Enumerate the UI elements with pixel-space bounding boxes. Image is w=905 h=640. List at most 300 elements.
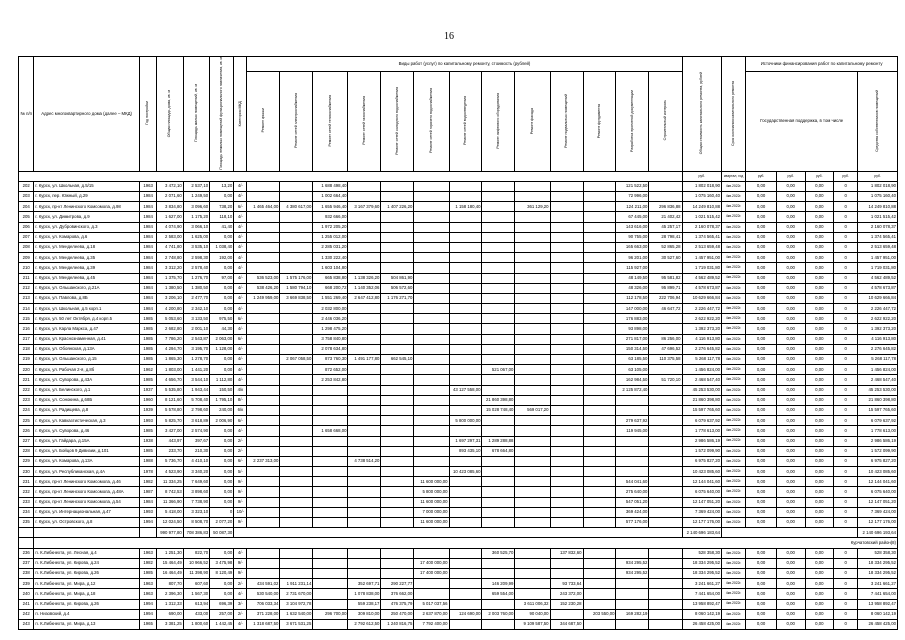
row-number: 234 (19, 507, 34, 517)
row-work-cost: 1 465 464,00 (247, 202, 280, 212)
row-local: 0 (834, 579, 858, 589)
row-deadline: 4кв.2022г. (722, 293, 746, 303)
row-work-cost (247, 232, 280, 242)
row-owners: 1 075 160,40 (858, 192, 898, 202)
row-work-cost (381, 395, 414, 405)
table-row (19, 202, 898, 212)
row-total-cost: 2 622 922,20 (682, 314, 722, 324)
row-fund: 0,00 (776, 558, 805, 568)
row-category: 4/- (234, 181, 247, 191)
row-regional: 0,00 (805, 507, 834, 517)
table-row (19, 589, 898, 599)
row-work-cost (348, 405, 381, 415)
row-work-cost (482, 487, 515, 497)
row-year: 1984 (139, 497, 157, 507)
row-category: 2/- (234, 436, 247, 446)
row-regional: 0,00 (805, 202, 834, 212)
row-work-cost (247, 212, 280, 222)
row-work-cost: 1 972 205,20 (313, 222, 348, 232)
row-local: 0 (834, 181, 858, 191)
header-nonliving-area: Площадь нежилых помещений функционального назначения, кв. м (210, 57, 234, 172)
row-work-cost (583, 426, 616, 436)
row-work-cost (414, 436, 449, 446)
row-number: 209 (19, 253, 34, 263)
row-work-cost (449, 212, 482, 222)
row-work-cost (515, 293, 550, 303)
row-state-support: 0,00 (746, 436, 777, 446)
row-living-area: 11 398,90 (183, 568, 209, 578)
row-total-cost: 4 562 489,52 (682, 273, 722, 283)
row-address: г. Курск, пер. Южный, д.29 (34, 192, 139, 202)
row-work-cost (414, 192, 449, 202)
row-deadline: 4кв.2022г. (722, 487, 746, 497)
row-regional: 0,00 (805, 609, 834, 619)
row-work-cost: 2 731 670,00 (280, 589, 313, 599)
row-address: г. Курск, ул. Кавказтистическая, д.3 (34, 416, 139, 426)
row-year: 1993 (139, 416, 157, 426)
row-total-cost: 12 144 041,60 (682, 477, 722, 487)
row-total-area: 1 803,00 (157, 365, 183, 375)
row-address: г. Курск, ул. Павлова, д.8Б (34, 293, 139, 303)
row-work-cost (414, 579, 449, 589)
row-total-area: 443,97 (157, 436, 183, 446)
row-work-cost (247, 253, 280, 263)
row-work-cost (616, 436, 649, 446)
row-number: 229 (19, 456, 34, 466)
row-work-cost: 63 185,50 (616, 355, 649, 365)
row-total-area: 1 312,33 (157, 599, 183, 609)
row-deadline: 4кв.2022г. (722, 202, 746, 212)
row-total-area: 3 381,25 (157, 619, 183, 629)
row-fund: 0,00 (776, 487, 805, 497)
row-work-cost (247, 324, 280, 334)
row-work-cost: 2 003 760,00 (482, 609, 515, 619)
row-work-cost (482, 344, 515, 354)
row-work-cost: 530 540,00 (247, 589, 280, 599)
row-work-cost: 52 865,28 (649, 242, 682, 252)
row-fund: 0,00 (776, 518, 805, 528)
row-living-area: 3 066,10 (183, 222, 209, 232)
row-work-cost (550, 222, 583, 232)
row-number: 225 (19, 416, 34, 426)
row-work-cost (381, 405, 414, 415)
table-row (19, 365, 898, 375)
row-work-cost (616, 599, 649, 609)
row-work-cost (414, 181, 449, 191)
row-work-cost: 48 326,00 (616, 283, 649, 293)
row-work-cost (583, 355, 616, 365)
table-row (19, 395, 898, 405)
row-address: г. Курск, ул. Ольшанского, д.15 (34, 355, 139, 365)
row-state-support: 0,00 (746, 344, 777, 354)
row-owners: 10 423 085,60 (858, 467, 898, 477)
row-work-cost (414, 385, 449, 395)
row-work-cost (348, 477, 381, 487)
row-nonliving-area: 0,00 (210, 192, 234, 202)
row-fund: 0,00 (776, 568, 805, 578)
table-row (19, 609, 898, 619)
row-total-area: 11 334,25 (157, 477, 183, 487)
row-deadline: 4кв.2022г. (722, 416, 746, 426)
row-nonliving-area: 0,00 (210, 548, 234, 558)
row-work-cost: 1 078 838,00 (348, 589, 381, 599)
row-address: г. Курск, ул. Менделеева, д.18 (34, 242, 139, 252)
row-total-area: 4 523,90 (157, 467, 183, 477)
row-living-area: 10 966,52 (183, 558, 209, 568)
row-work-cost (583, 456, 616, 466)
row-living-area: 7 649,60 (183, 477, 209, 487)
row-owners: 1 392 373,20 (858, 324, 898, 334)
row-year: 1985 (139, 426, 157, 436)
row-deadline: 4кв.2022г. (722, 365, 746, 375)
row-total-cost: 1 457 951,00 (682, 253, 722, 263)
row-total-cost: 1 572 099,90 (682, 446, 722, 456)
row-regional: 0,00 (805, 273, 834, 283)
header-works-group: Виды работ (услуг) по капитальному ремонту, стоимость (рублей) (247, 57, 682, 72)
row-state-support: 0,00 (746, 507, 777, 517)
row-work-cost (515, 263, 550, 273)
row-work-cost (550, 487, 583, 497)
row-year: 1984 (139, 232, 157, 242)
row-work-cost (482, 426, 515, 436)
row-total-cost: 5 268 117,78 (682, 355, 722, 365)
row-owners: 5 268 117,78 (858, 355, 898, 365)
row-year: 1963 (139, 548, 157, 558)
row-total-area: 2 583,00 (157, 232, 183, 242)
row-state-support: 0,00 (746, 314, 777, 324)
row-local: 0 (834, 609, 858, 619)
row-work-cost: 203 550,00 (583, 609, 616, 619)
row-work-cost (616, 456, 649, 466)
header-work-basement: Ремонт подвальных помещений (550, 71, 583, 171)
row-work-cost: 279 637,92 (616, 416, 649, 426)
row-work-cost (313, 619, 348, 629)
row-work-cost (583, 395, 616, 405)
row-work-cost (414, 456, 449, 466)
row-fund: 0,00 (776, 355, 805, 365)
header-living-area: Площадь жилых помещений, кв. м (183, 57, 209, 172)
row-category: 4/- (234, 426, 247, 436)
row-work-cost (280, 304, 313, 314)
row-work-cost (247, 181, 280, 191)
row-work-cost: 678 664,80 (482, 446, 515, 456)
row-fund: 0,00 (776, 222, 805, 232)
row-work-cost (550, 242, 583, 252)
row-work-cost (381, 344, 414, 354)
row-deadline: 4кв.2022г. (722, 283, 746, 293)
row-living-area: 7 738,90 (183, 497, 209, 507)
row-work-cost (515, 283, 550, 293)
row-work-cost (482, 467, 515, 477)
row-work-cost (247, 416, 280, 426)
row-total-cost: 2 276 645,82 (682, 344, 722, 354)
row-work-cost (414, 405, 449, 415)
row-category: 9/- (234, 568, 247, 578)
row-work-cost (649, 467, 682, 477)
row-work-cost: 668 200,72 (313, 283, 348, 293)
row-work-cost: 1 002 664,40 (313, 192, 348, 202)
row-category: 9/- (234, 518, 247, 528)
row-work-cost: 169 282,19 (616, 609, 649, 619)
row-work-cost: 361 129,20 (515, 202, 550, 212)
row-work-cost: 1 551 269,40 (313, 293, 348, 303)
row-number: 217 (19, 334, 34, 344)
row-regional: 0,00 (805, 446, 834, 456)
table-row (19, 283, 898, 293)
row-work-cost: 536 523,00 (247, 273, 280, 283)
row-fund: 0,00 (776, 192, 805, 202)
row-living-area: 1 800,60 (183, 619, 209, 629)
row-work-cost (649, 609, 682, 619)
row-work-cost (414, 589, 449, 599)
row-work-cost (583, 589, 616, 599)
row-number: 214 (19, 304, 34, 314)
row-nonliving-area: 44,30 (210, 324, 234, 334)
row-owners: 528 358,30 (858, 548, 898, 558)
row-work-cost: 96 201,00 (616, 253, 649, 263)
row-work-cost (583, 202, 616, 212)
row-work-cost (515, 426, 550, 436)
row-owners: 1 374 565,41 (858, 232, 898, 242)
row-deadline: 4кв.2022г. (722, 518, 746, 528)
row-deadline: 4кв.2022г. (722, 467, 746, 477)
row-total-cost: 12 177 176,00 (682, 518, 722, 528)
row-address: г. Курск, ул. Комарова, д.13А (34, 456, 139, 466)
row-regional: 0,00 (805, 477, 834, 487)
row-living-area: 1 567,30 (183, 589, 209, 599)
row-year: 1985 (139, 568, 157, 578)
row-number: 236 (19, 548, 34, 558)
row-total-cost: 14 249 810,88 (682, 202, 722, 212)
row-deadline: 4кв.2022г. (722, 344, 746, 354)
row-address: п. К.Либкнехта, ул. Мира, д.13 (34, 619, 139, 629)
row-total-cost: 7 369 424,00 (682, 507, 722, 517)
row-work-cost (482, 222, 515, 232)
row-local: 0 (834, 192, 858, 202)
row-work-cost (616, 467, 649, 477)
row-local: 0 (834, 548, 858, 558)
row-work-cost (515, 456, 550, 466)
row-work-cost: 476 375,79 (381, 599, 414, 609)
row-work-cost (449, 487, 482, 497)
row-work-cost: 1 176 271,70 (381, 293, 414, 303)
row-nonliving-area: 0,00 (210, 436, 234, 446)
row-total-area: 690,00 (157, 609, 183, 619)
row-year: 1985 (139, 375, 157, 385)
table-row (19, 456, 898, 466)
row-work-cost: 434 591,02 (247, 579, 280, 589)
row-work-cost (449, 242, 482, 252)
row-regional: 0,00 (805, 232, 834, 242)
row-address: г. Курск, ул. Школьная, д.5/15 (34, 181, 139, 191)
subtotal-blank (19, 528, 34, 538)
row-local: 0 (834, 446, 858, 456)
subtotal-living-area: 708 386,83 (183, 528, 209, 538)
row-work-cost (381, 365, 414, 375)
row-work-cost: 1 575 176,00 (280, 273, 313, 283)
row-fund: 0,00 (776, 385, 805, 395)
row-work-cost: 1 255 012,00 (313, 232, 348, 242)
table-row (19, 467, 898, 477)
row-work-cost (247, 242, 280, 252)
row-state-support: 0,00 (746, 212, 777, 222)
row-owners: 2 622 922,20 (858, 314, 898, 324)
subtotal-total-cost: 2 140 696 183,64 (682, 528, 722, 538)
row-work-cost (649, 436, 682, 446)
unit-money: руб. (682, 171, 722, 181)
row-state-support: 0,00 (746, 467, 777, 477)
row-work-cost (381, 385, 414, 395)
row-total-cost: 26 458 425,00 (682, 619, 722, 629)
row-work-cost: 48 149,50 (616, 273, 649, 283)
row-work-cost: 43 127 558,00 (449, 385, 482, 395)
row-nonliving-area: 738,20 (210, 202, 234, 212)
row-work-cost: 893 435,10 (449, 446, 482, 456)
row-address: г. Курск, пр-кт Ленинского Комсомола, д.48А (34, 487, 139, 497)
row-work-cost (348, 242, 381, 252)
row-address: п. К.Либкнехта, ул. Кирова, д.26 (34, 599, 139, 609)
row-deadline: 4кв.2022г. (722, 375, 746, 385)
row-deadline: 4кв.2022г. (722, 263, 746, 273)
table-row (19, 385, 898, 395)
row-living-area: 5 708,40 (183, 395, 209, 405)
table-row (19, 192, 898, 202)
row-total-cost: 12 147 051,20 (682, 497, 722, 507)
row-work-cost (449, 293, 482, 303)
row-address: г. Курск, ул. Интернациональная, д.47 (34, 507, 139, 517)
row-living-area: 1 380,50 (183, 283, 209, 293)
row-work-cost (313, 599, 348, 609)
row-local: 0 (834, 497, 858, 507)
row-work-cost: 15 028 748,40 (482, 405, 515, 415)
row-local: 0 (834, 324, 858, 334)
row-fund: 0,00 (776, 395, 805, 405)
row-number: 218 (19, 344, 34, 354)
row-work-cost (550, 568, 583, 578)
row-work-cost: 165 663,00 (616, 242, 649, 252)
row-work-cost (515, 222, 550, 232)
unit-quarter: квартал, год (722, 171, 746, 181)
row-work-cost (649, 477, 682, 487)
row-work-cost: 9 109 587,50 (515, 619, 550, 629)
row-work-cost (381, 487, 414, 497)
row-living-area: 2 598,30 (183, 253, 209, 263)
table-body (19, 181, 898, 629)
row-fund: 0,00 (776, 446, 805, 456)
row-work-cost (449, 477, 482, 487)
row-owners: 2 513 659,48 (858, 242, 898, 252)
row-owners: 7 441 654,00 (858, 589, 898, 599)
row-work-cost: 5 017 037,56 (414, 599, 449, 609)
row-category: 4/- (234, 212, 247, 222)
row-work-cost (482, 507, 515, 517)
row-work-cost (583, 446, 616, 456)
table-row (19, 242, 898, 252)
row-total-area: 5 825,70 (157, 416, 183, 426)
row-work-cost: 11 600 000,00 (414, 497, 449, 507)
row-owners: 4 562 489,52 (858, 273, 898, 283)
row-work-cost: 243 372,00 (550, 589, 583, 599)
row-local: 0 (834, 568, 858, 578)
row-work-cost (348, 192, 381, 202)
row-work-cost: 3 104 972,78 (280, 599, 313, 609)
row-work-cost (381, 324, 414, 334)
row-nonliving-area: 97,00 (210, 273, 234, 283)
row-year: 1965 (139, 619, 157, 629)
row-total-area: 2 071,60 (157, 192, 183, 202)
row-owners: 2 160 078,37 (858, 222, 898, 232)
row-work-cost (515, 589, 550, 599)
row-work-cost (449, 548, 482, 558)
row-work-cost (616, 405, 649, 415)
row-work-cost: 662 545,10 (381, 355, 414, 365)
table-row (19, 518, 898, 528)
row-fund: 0,00 (776, 619, 805, 629)
row-year: 1984 (139, 192, 157, 202)
row-work-cost (449, 395, 482, 405)
table-row (19, 293, 898, 303)
row-work-cost (449, 334, 482, 344)
row-work-cost (381, 242, 414, 252)
row-work-cost (280, 192, 313, 202)
row-work-cost (583, 273, 616, 283)
unit-money: руб. (834, 171, 858, 181)
row-local: 0 (834, 304, 858, 314)
row-number: 227 (19, 436, 34, 446)
row-work-cost (247, 385, 280, 395)
row-work-cost (414, 446, 449, 456)
row-year: 1987 (139, 487, 157, 497)
row-work-cost: 90 040,00 (515, 609, 550, 619)
row-year: 1985 (139, 334, 157, 344)
row-regional: 0,00 (805, 568, 834, 578)
row-address: г. Курск, пр-кт Ленинского Комсомола, д.46 (34, 477, 139, 487)
row-work-cost (550, 344, 583, 354)
row-work-cost (449, 518, 482, 528)
row-local: 0 (834, 212, 858, 222)
row-work-cost (280, 253, 313, 263)
row-work-cost (550, 365, 583, 375)
row-nonliving-area: 0,00 (210, 467, 234, 477)
row-deadline: 4кв.2022г. (722, 181, 746, 191)
row-work-cost (583, 487, 616, 497)
row-living-area: 3 133,50 (183, 314, 209, 324)
row-work-cost (247, 314, 280, 324)
row-year: 1985 (139, 314, 157, 324)
row-address: г. Курск, ул. Республиканская, д.4А (34, 467, 139, 477)
row-work-cost: 67 445,00 (616, 212, 649, 222)
table-row (19, 619, 898, 629)
row-nonliving-area: 2 006,90 (210, 416, 234, 426)
row-living-area: 8 508,70 (183, 518, 209, 528)
row-state-support: 0,00 (746, 355, 777, 365)
row-living-area: 3 340,20 (183, 467, 209, 477)
row-deadline: 4кв.2022г. (722, 558, 746, 568)
row-work-cost (313, 436, 348, 446)
row-work-cost: 934 295,52 (616, 568, 649, 578)
header-work-facade: Ремонт фасада (515, 71, 550, 171)
row-number: 208 (19, 242, 34, 252)
row-year: 1985 (139, 446, 157, 456)
row-work-cost (515, 385, 550, 395)
row-number: 216 (19, 324, 34, 334)
row-state-support: 0,00 (746, 385, 777, 395)
row-work-cost (649, 385, 682, 395)
row-owners: 2 226 447,72 (858, 304, 898, 314)
row-work-cost (449, 181, 482, 191)
row-work-cost (583, 192, 616, 202)
row-work-cost (247, 365, 280, 375)
